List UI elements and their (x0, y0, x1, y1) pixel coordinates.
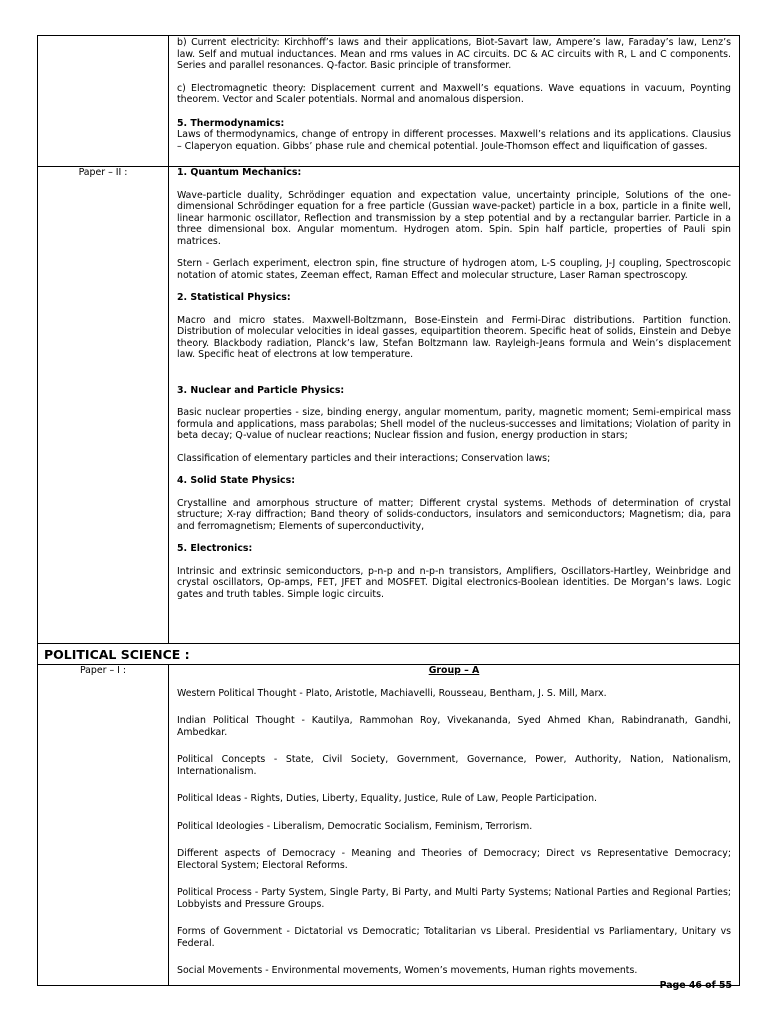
topic-item: Social Movements - Environmental movements, Women’s movements, Human rights movements. (177, 965, 638, 976)
solid-state-text: Crystalline and amorphous structure of matter; Different crystal systems. Methods of determination of crystal structure; X-ray diffraction; Band theory of solids-conductors, insulators and semiconductors; Magnetism; dia, para and ferromagnetism; Elements of superconductivity, (177, 497, 731, 532)
table-row (38, 644, 740, 665)
table-row (38, 665, 740, 986)
topic-item: Forms of Government - Dictatorial vs Democratic; Totalitarian vs Liberal. Presidential vs Parliamentary, Unitary vs Federal. (177, 926, 731, 949)
statistical-physics-text: Macro and micro states. Maxwell-Boltzmann, Bose-Einstein and Fermi-Dirac distributions. Partition function. Distribution of molecular velocities in ideal gasses, equipartition theorem. Specific heat of solids, Einstein and Debye theory. Blackbody radiation, Planck’s law, Stefan Boltzmann law. Rayleigh-Jeans formula and Wein’s displacement law. Specific heat of electrons at low temperature. (177, 314, 731, 360)
topic-item: Political Process - Party System, Single Party, Bi Party, and Multi Party Systems; National Parties and Regional Parties; Lobbyists and Pressure Groups. (177, 887, 731, 910)
electronics-text: Intrinsic and extrinsic semiconductors, p-n-p and n-p-n transistors, Amplifiers, Oscillators-Hartley, Weinbridge and crystal oscillators, Op-amps, FET, JFET and MOSFET. Digital electronics-Boolean identities. De Morgan’s laws. Logic gates and truth tables. Simple logic circuits. (177, 565, 731, 600)
table-row (38, 36, 740, 167)
nuclear-physics-heading: 3. Nuclear and Particle Physics: (177, 384, 345, 396)
row-label-empty (38, 36, 169, 167)
topic-item: Political Ideas - Rights, Duties, Liberty, Equality, Justice, Rule of Law, People Participation. (177, 793, 597, 804)
syllabus-table (37, 35, 740, 986)
solid-state-heading: 4. Solid State Physics: (177, 475, 295, 486)
topic-item: Political Ideologies - Liberalism, Democratic Socialism, Feminism, Terrorism. (177, 820, 533, 832)
page-number: Page 46 of 55 (659, 980, 732, 991)
row-content (169, 36, 740, 167)
nuclear-physics-text-2: Classification of elementary particles and their interactions; Conservation laws; (177, 452, 551, 464)
statistical-physics-heading: 2. Statistical Physics: (177, 292, 291, 303)
table-row (38, 167, 740, 644)
electromagnetic-theory-text: c) Electromagnetic theory: Displacement current and Maxwell’s equations. Wave equations in vacuum, Poynting theorem. Vector and Scaler potentials. Normal and anomalous dispersion. (177, 82, 731, 105)
quantum-mechanics-text-2: Stern - Gerlach experiment, electron spin, fine structure of hydrogen atom, L-S coupling, J-J coupling, Spectroscopic notation of atomic states, Zeeman effect, Raman Effect and molecular structure, Laser Raman spectroscopy. (177, 258, 731, 281)
current-electricity-text: b) Current electricity: Kirchhoff’s laws and their applications, Biot-Savart law, Ampere’s law, Faraday’s law, Lenz’s law. Self and mutual inductances. Mean and rms values in AC circuits. DC & AC circuits with R, L and C components. Series and parallel resonances. Q-factor. Basic principle of transformer. (177, 37, 731, 71)
paper-label: Paper – I : (38, 665, 169, 986)
topic-item: Political Concepts - State, Civil Society, Government, Governance, Power, Authority, Nation, Nationalism, Internationalism. (177, 754, 731, 777)
paper-label: Paper – II : (38, 167, 169, 644)
topic-item: Western Political Thought - Plato, Aristotle, Machiavelli, Rousseau, Bentham, J. S. Mill, Marx. (177, 687, 607, 699)
thermodynamics-text: Laws of thermodynamics, change of entropy in different processes. Maxwell’s relations and its applications. Clausius – Claperyon equation. Gibbs’ phase rule and chemical potential. Joule-Thomson effect and liquification of gasses. (177, 129, 731, 152)
electronics-heading: 5. Electronics: (177, 543, 253, 554)
nuclear-physics-text: Basic nuclear properties - size, binding energy, angular momentum, parity, magnetic moment; Semi-empirical mass formula and applications, mass parabolas; Shell model of the nucleus-successes and limitations; Violation of parity in beta decay; Q-value of nuclear reactions; Nuclear fission and fusion, energy production in stars; (177, 407, 731, 441)
row-content (169, 665, 740, 986)
row-content (169, 167, 740, 644)
quantum-mechanics-text: Wave-particle duality, Schrödinger equation and expectation value, uncertainty principle, Solutions of the one-dimensional Schrödinger equation for a free particle (Gussian wave-packet) particle in a box, particle in a finite well, linear harmonic oscillator, Reflection and transmission by a step potential and by a rectangular barrier. Particle in a three dimensional box. Angular momentum. Hydrogen atom. Spin. Spin half particle, properties of Pauli spin matrices. (177, 189, 731, 247)
group-heading: Group – A (428, 665, 480, 676)
topic-item: Indian Political Thought - Kautilya, Rammohan Roy, Vivekananda, Syed Ahmed Khan, Rabindranath, Gandhi, Ambedkar. (177, 715, 731, 738)
quantum-mechanics-heading: 1. Quantum Mechanics: (177, 167, 302, 178)
topic-item: Different aspects of Democracy - Meaning and Theories of Democracy; Direct vs Representative Democracy; Electoral System; Electoral Reforms. (177, 848, 731, 871)
thermodynamics-heading: 5. Thermodynamics: (177, 117, 285, 129)
section-title: POLITICAL SCIENCE : (38, 644, 740, 665)
